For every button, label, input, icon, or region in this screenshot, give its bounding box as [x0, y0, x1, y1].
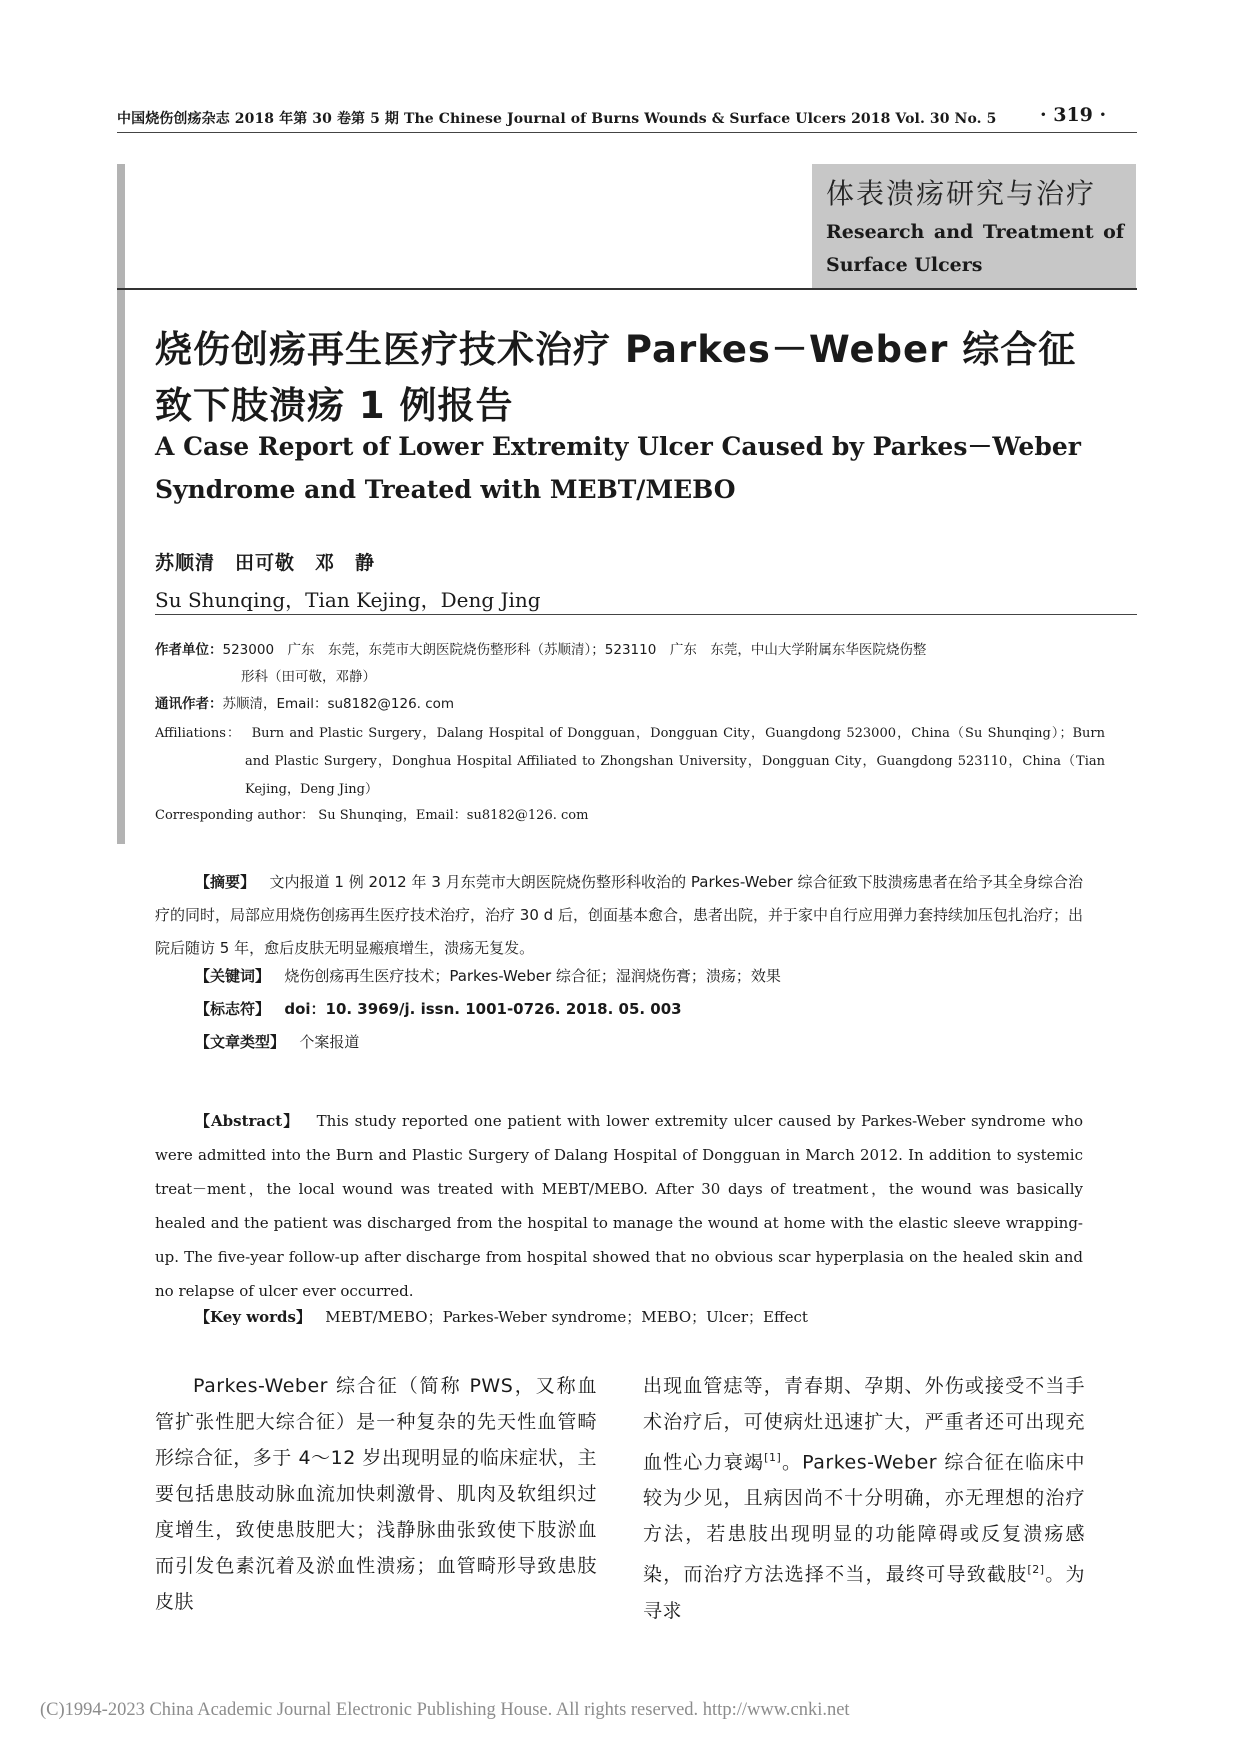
- column-banner-cn: 体表溃疡研究与治疗: [826, 177, 1097, 210]
- abstract-cn: [155, 866, 1083, 965]
- keywords-cn-text: 烧伤创疡再生医疗技术；Parkes-Weber 综合征；湿润烧伤膏；溃疡；效果: [284, 967, 781, 985]
- header-rule: [117, 132, 1137, 133]
- keywords-en-label: 【Key words】: [195, 1308, 311, 1326]
- title-cn: [155, 322, 1115, 434]
- corresponding-author-en-label: Corresponding author：: [155, 808, 315, 823]
- affiliations-en-label: Affiliations：: [155, 726, 242, 741]
- doi-label: 【标志符】: [195, 1000, 271, 1018]
- title-en-line2: Syndrome and Treated with MEBT/MEBO: [155, 475, 736, 504]
- abstract-en-label: 【Abstract】: [195, 1112, 300, 1130]
- article-type: [195, 1031, 359, 1052]
- page-number: · 319 ·: [1040, 104, 1107, 126]
- article-type-label: 【文章类型】: [195, 1033, 286, 1051]
- column-banner: [812, 164, 1136, 288]
- left-accent-bar: [117, 164, 125, 844]
- keywords-en: [195, 1306, 808, 1327]
- body-left-column: Parkes-Weber 综合征（简称 PWS，又称血管扩张性肥大综合征）是一种复杂的先天性血管畸形综合征，多于 4～12 岁出现明显的临床症状，主要包括患肢动脉血流加快刺激骨、肌肉及软组织过度增生，致使患肢肥大；浅静脉曲张致使下肢淤血而引发色素沉着及淤血性溃疡；血管畸形导致患肢皮肤: [155, 1375, 597, 1613]
- abstract-cn-text: 文内报道 1 例 2012 年 3 月东莞市大朗医院烧伤整形科收治的 Parkes-Weber 综合征致下肢溃疡患者在给予其全身综合治疗的同时，局部应用烧伤创疡再生医疗技术治疗，治疗 30 d 后，创面基本愈合，患者出院，并于家中自行应用弹力套持续加压包扎治疗；出院后随访 5 年，愈后皮肤无明显瘢痕增生，溃疡无复发。: [155, 873, 1083, 957]
- citation-2: [2]: [1027, 1563, 1045, 1577]
- body-right-text-b: 。Parkes-Weber 综合征在临床中较为少见，且病因尚不十分明确，亦无理想的治疗方法，若患肢出现明显的功能障碍或反复溃疡感染，而治疗方法选择不当，最终可导致截肢: [643, 1451, 1085, 1586]
- body-right-text-c: 。为寻求: [643, 1563, 1085, 1622]
- column-banner-en-line1: Research and Treatment of: [826, 221, 1124, 243]
- corresponding-author-cn: [155, 692, 454, 712]
- title-cn-line2: 致下肢溃疡 1 例报告: [155, 384, 514, 427]
- title-en-line1: A Case Report of Lower Extremity Ulcer Caused by Parkes－Weber: [155, 432, 1081, 461]
- corresponding-author-cn-label: 通讯作者：: [155, 696, 223, 712]
- authors-cn: 苏顺清 田可敬 邓 静: [155, 552, 376, 574]
- affiliations-cn: [155, 637, 1115, 691]
- corresponding-author-cn-text: 苏顺清，Email：su8182@126. com: [222, 696, 455, 712]
- banner-rule: [117, 288, 1137, 290]
- keywords-cn-label: 【关键词】: [195, 967, 271, 985]
- affiliations-en-text: Burn and Plastic Surgery，Dalang Hospital of Dongguan，Dongguan City，Guangdong 523000，China（Su Shunqing）；Burn and Plastic Surgery，Donghua Hospital Affiliated to Zhongshan University，Dongguan City，Guangdong 523110，China（Tian Kejing，Deng Jing）: [245, 726, 1106, 797]
- title-en: [155, 425, 1115, 511]
- authors-en: Su Shunqing，Tian Kejing，Deng Jing: [155, 588, 541, 612]
- affiliations-en: [155, 720, 1105, 804]
- keywords-cn: [195, 965, 781, 986]
- corresponding-author-en: [155, 804, 588, 823]
- citation-1: [1]: [764, 1451, 782, 1464]
- body-right-text-a: 出现血管痣等，青春期、孕期、外伤或接受不当手术治疗后，可使病灶迅速扩大，严重者还可出现充血性心力衰竭: [643, 1375, 1085, 1474]
- doi-line: [195, 998, 682, 1019]
- affiliations-cn-line1: 523000 广东 东莞，东莞市大朗医院烧伤整形科（苏顺清）；523110 广东 东莞，中山大学附属东华医院烧伤整: [222, 642, 927, 658]
- doi-text: doi：10. 3969/j. issn. 1001-0726. 2018. 05. 003: [284, 1000, 682, 1018]
- abstract-en-text: This study reported one patient with lower extremity ulcer caused by Parkes-Weber syndrome who were admitted into the Burn and Plastic Surgery of Dalang Hospital of Dongguan in March 2012. In addition to systemic treat－ment，the local wound was treated with MEBT/MEBO. After 30 days of treatment，the wound was basically healed and the patient was discharged from the hospital to manage the wound at home with the elastic sleeve wrapping-up. The five-year follow-up after discharge from hospital showed that no obvious scar hyperplasia on the healed skin and no relapse of ulcer ever occurred.: [155, 1112, 1084, 1300]
- article-type-text: 个案报道: [299, 1033, 360, 1051]
- column-banner-en-line2: Surface Ulcers: [826, 254, 983, 276]
- body-right-column: [643, 1368, 1085, 1629]
- corresponding-author-en-text: Su Shunqing，Email：su8182@126. com: [318, 808, 589, 823]
- copyright-footer: (C)1994-2023 China Academic Journal Electronic Publishing House. All rights reserved. http://www.cnki.net: [40, 1700, 850, 1720]
- affiliations-cn-line2: 形科（田可敬，邓静）: [241, 669, 376, 685]
- abstract-cn-label: 【摘要】: [195, 873, 256, 891]
- keywords-en-text: MEBT/MEBO；Parkes-Weber syndrome；MEBO；Ulcer；Effect: [325, 1308, 808, 1326]
- title-cn-line1: 烧伤创疡再生医疗技术治疗 Parkes－Weber 综合征: [155, 328, 1077, 371]
- authors-rule: [155, 614, 1137, 615]
- running-head: 中国烧伤创疡杂志 2018 年第 30 卷第 5 期 The Chinese Journal of Burns Wounds & Surface Ulcers 2018 Vol. 30 No. 5: [117, 111, 997, 127]
- affiliations-cn-label: 作者单位：: [155, 642, 223, 658]
- abstract-en: [155, 1104, 1083, 1308]
